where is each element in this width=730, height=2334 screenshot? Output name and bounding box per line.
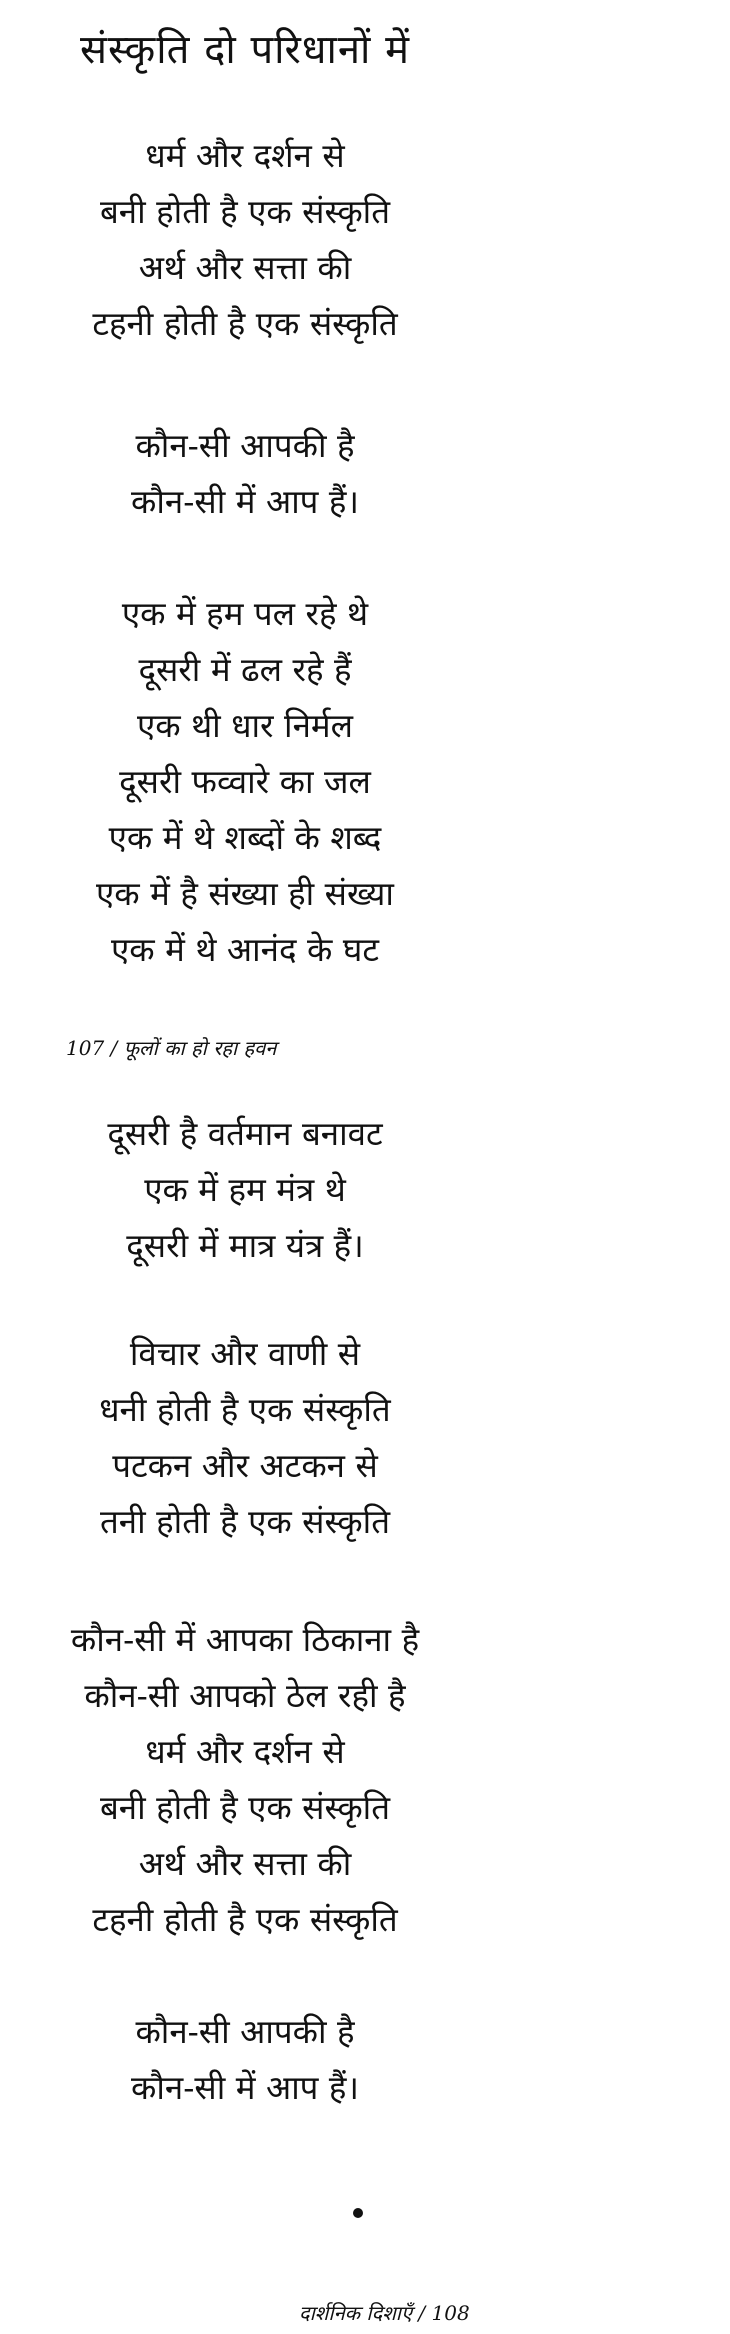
- poem-line: कौन-सी आपकी है: [135, 426, 355, 465]
- poem-line: एक में थे आनंद के घट: [111, 930, 379, 969]
- poem-line: अर्थ और सत्ता की: [138, 248, 352, 287]
- poem-title: संस्कृति दो परिधानों में: [79, 27, 411, 73]
- poem-line: तनी होती है एक संस्कृति: [99, 1502, 391, 1541]
- stanza-7: [0, 2004, 490, 2116]
- poem-line: कौन-सी आपकी है: [135, 2012, 355, 2051]
- poem-line: धनी होती है एक संस्कृति: [99, 1390, 391, 1429]
- poem-line: धर्म और दर्शन से: [145, 136, 345, 175]
- poem-line: कौन-सी में आप हैं।: [131, 482, 359, 521]
- poem-line: एक में थे शब्दों के शब्द: [108, 818, 382, 857]
- poem-line: एक थी धार निर्मल: [136, 706, 353, 745]
- poem-line: टहनी होती है एक संस्कृति: [92, 1900, 398, 1939]
- poem-line: विचार और वाणी से: [129, 1334, 361, 1373]
- stanza-5: [0, 1326, 490, 1550]
- poem-line: एक में हम मंत्र थे: [144, 1170, 346, 1209]
- stanza-2: [0, 418, 490, 530]
- poem-line: दूसरी फव्वारे का जल: [119, 762, 371, 801]
- stanza-3: [0, 586, 490, 978]
- poem-line: बनी होती है एक संस्कृति: [99, 1788, 391, 1827]
- poem-line: दूसरी है वर्तमान बनावट: [107, 1114, 383, 1153]
- end-bullet-dot: [353, 2208, 363, 2218]
- poem-line: कौन-सी में आपका ठिकाना है: [70, 1620, 420, 1659]
- poem-line: पटकन और अटकन से: [112, 1446, 378, 1485]
- poem-line: दूसरी में मात्र यंत्र हैं।: [126, 1226, 364, 1265]
- page-footer-left: 107 / फूलों का हो रहा हवन: [66, 1036, 277, 1060]
- poem-line: कौन-सी आपको ठेल रही है: [84, 1676, 406, 1715]
- poem-line: दूसरी में ढल रहे हैं: [138, 650, 352, 689]
- poem-line: कौन-सी में आप हैं।: [131, 2068, 359, 2107]
- stanza-1: [0, 128, 490, 352]
- stanza-6: [0, 1612, 490, 1948]
- stanza-4: [0, 1106, 490, 1274]
- page-footer-right: दार्शनिक दिशाएँ / 108: [299, 2301, 470, 2325]
- poem-line: एक में है संख्या ही संख्या: [96, 874, 394, 913]
- poem-line: बनी होती है एक संस्कृति: [99, 192, 391, 231]
- poem-line: टहनी होती है एक संस्कृति: [92, 304, 398, 343]
- poem-line: एक में हम पल रहे थे: [121, 594, 369, 633]
- poem-line: अर्थ और सत्ता की: [138, 1844, 352, 1883]
- poem-line: धर्म और दर्शन से: [145, 1732, 345, 1771]
